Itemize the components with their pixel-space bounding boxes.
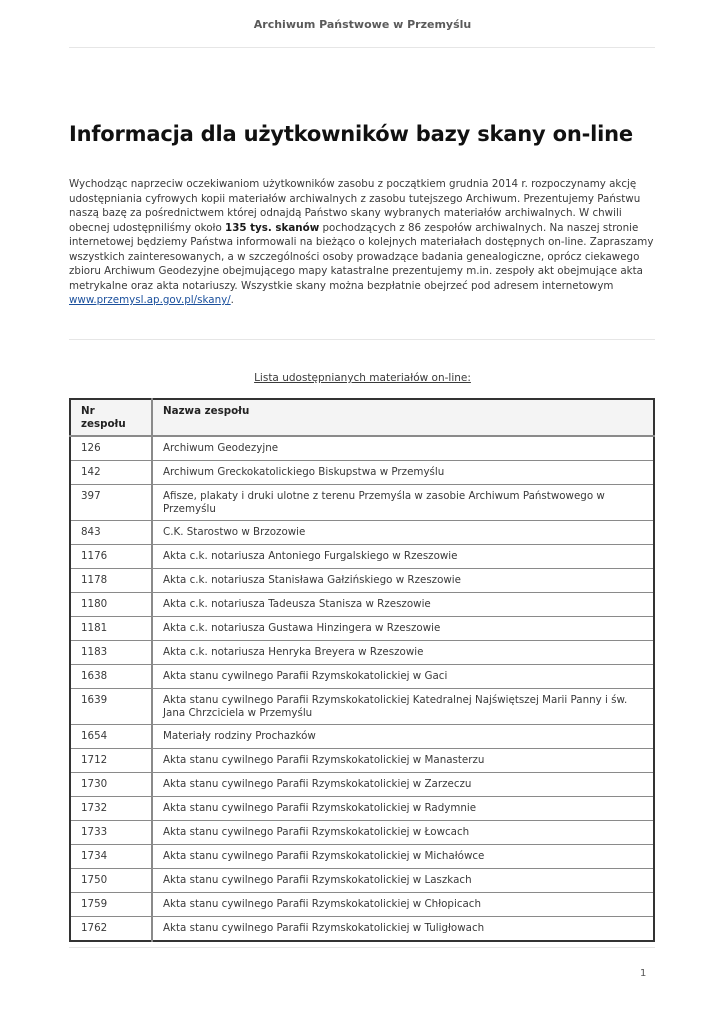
record-number-cell: 1750: [70, 869, 152, 893]
record-name-cell: Akta stanu cywilnego Parafii Rzymskokatolickiej w Łowcach: [152, 821, 654, 845]
record-number-cell: 1712: [70, 749, 152, 773]
record-name-cell: Akta stanu cywilnego Parafii Rzymskokatolickiej w Zarzeczu: [152, 773, 654, 797]
record-number-cell: 126: [70, 436, 152, 461]
record-number-cell: 1733: [70, 821, 152, 845]
record-number-cell: 1732: [70, 797, 152, 821]
record-number-cell: 1762: [70, 917, 152, 942]
table-row: [70, 773, 654, 797]
record-number-cell: 1176: [70, 545, 152, 569]
record-number-cell: 397: [70, 485, 152, 521]
header-divider: [69, 47, 655, 48]
record-number-cell: 1181: [70, 617, 152, 641]
table-row: [70, 569, 654, 593]
table-row: [70, 461, 654, 485]
table-row: [70, 821, 654, 845]
list-caption: Lista udostępnianych materiałów on-line:: [254, 372, 471, 384]
table-row: [70, 436, 654, 461]
record-name-cell: Materiały rodziny Prochazków: [152, 725, 654, 749]
record-name-cell: Akta stanu cywilnego Parafii Rzymskokatolickiej w Laszkach: [152, 869, 654, 893]
column-header-nr: Nr zespołu: [70, 399, 152, 436]
table-row: [70, 725, 654, 749]
page-title: Informacja dla użytkowników bazy skany on-line: [69, 122, 633, 146]
record-name-cell: Archiwum Geodezyjne: [152, 436, 654, 461]
record-name-cell: Akta stanu cywilnego Parafii Rzymskokatolickiej w Radymnie: [152, 797, 654, 821]
record-name-cell: C.K. Starostwo w Brzozowie: [152, 521, 654, 545]
records-table-body: [70, 436, 654, 941]
table-row: [70, 521, 654, 545]
record-number-cell: 1639: [70, 689, 152, 725]
table-row: [70, 641, 654, 665]
table-row: [70, 845, 654, 869]
record-name-cell: Akta c.k. notariusza Gustawa Hinzingera w Rzeszowie: [152, 617, 654, 641]
records-table: [69, 398, 655, 942]
table-header-row: [70, 399, 654, 436]
record-number-cell: 843: [70, 521, 152, 545]
page-number: 1: [640, 968, 647, 979]
record-name-cell: Afisze, plakaty i druki ulotne z terenu Przemyśla w zasobie Archiwum Państwowego w Przemyślu: [152, 485, 654, 521]
record-number-cell: 142: [70, 461, 152, 485]
record-number-cell: 1734: [70, 845, 152, 869]
record-name-cell: Archiwum Greckokatolickiego Biskupstwa w Przemyślu: [152, 461, 654, 485]
record-number-cell: 1180: [70, 593, 152, 617]
table-row: [70, 749, 654, 773]
table-row: [70, 665, 654, 689]
table-row: [70, 869, 654, 893]
record-name-cell: Akta stanu cywilnego Parafii Rzymskokatolickiej w Manasterzu: [152, 749, 654, 773]
record-name-cell: Akta c.k. notariusza Tadeusza Stanisza w Rzeszowie: [152, 593, 654, 617]
table-row: [70, 617, 654, 641]
table-row: [70, 593, 654, 617]
intro-paragraph: [69, 177, 655, 308]
record-number-cell: 1654: [70, 725, 152, 749]
record-number-cell: 1178: [70, 569, 152, 593]
page-header-archive-name: Archiwum Państwowe w Przemyślu: [253, 18, 472, 31]
record-name-cell: Akta stanu cywilnego Parafii Rzymskokatolickiej Katedralnej Najświętszej Marii Panny i św. Jana Chrzciciela w Przemyślu: [152, 689, 654, 725]
record-number-cell: 1730: [70, 773, 152, 797]
table-row: [70, 545, 654, 569]
record-name-cell: Akta stanu cywilnego Parafii Rzymskokatolickiej w Tuligłowach: [152, 917, 654, 942]
record-number-cell: 1759: [70, 893, 152, 917]
table-row: [70, 893, 654, 917]
column-header-name: Nazwa zespołu: [152, 399, 654, 436]
section-divider: [69, 339, 655, 340]
table-row: [70, 797, 654, 821]
record-name-cell: Akta stanu cywilnego Parafii Rzymskokatolickiej w Michałówce: [152, 845, 654, 869]
record-name-cell: Akta c.k. notariusza Antoniego Furgalskiego w Rzeszowie: [152, 545, 654, 569]
table-row: [70, 917, 654, 942]
footer-divider: [69, 947, 655, 948]
record-name-cell: Akta stanu cywilnego Parafii Rzymskokatolickiej w Chłopicach: [152, 893, 654, 917]
record-name-cell: Akta c.k. notariusza Henryka Breyera w Rzeszowie: [152, 641, 654, 665]
intro-text-part-3: .: [230, 294, 234, 306]
intro-bold-scan-count: 135 tys. skanów: [225, 221, 320, 234]
record-number-cell: 1183: [70, 641, 152, 665]
intro-text-part-1: Wychodząc naprzeciw oczekiwaniom użytkowników zasobu z początkiem grudnia 2014 r. rozpoczynamy akcję udostępniania cyfrowych kopii materiałów archiwalnych z zasobu tutejszego Archiwum. Prezentujemy Państwu naszą bazę za pośrednictwem której odnajdą Państwo skany wybranych materiałów archiwalnych. W chwili obecnej udostępniliśmy około: [69, 178, 641, 234]
table-row: [70, 689, 654, 725]
scans-website-link[interactable]: www.przemysl.ap.gov.pl/skany/: [69, 294, 231, 306]
table-row: [70, 485, 654, 521]
intro-text-part-2: pochodzących z 86 zespołów archiwalnych. Na naszej stronie internetowej będziemy Państwa informowali na bieżąco o kolejnych materiałach dostępnych on-line. Zapraszamy wszystkich zainteresowanych, a w szczególności osoby prowadzące badania genealogiczne, oprócz ciekawego zbioru Archiwum Geodezyjne obejmującego mapy katastralne prezentujemy m.in. zespoły akt obejmujące akta metrykalne oraz akta notariuszy. Wszystkie skany można bezpłatnie obejrzeć pod adresem internetowym: [69, 221, 654, 292]
record-name-cell: Akta c.k. notariusza Stanisława Gałzińskiego w Rzeszowie: [152, 569, 654, 593]
record-number-cell: 1638: [70, 665, 152, 689]
record-name-cell: Akta stanu cywilnego Parafii Rzymskokatolickiej w Gaci: [152, 665, 654, 689]
